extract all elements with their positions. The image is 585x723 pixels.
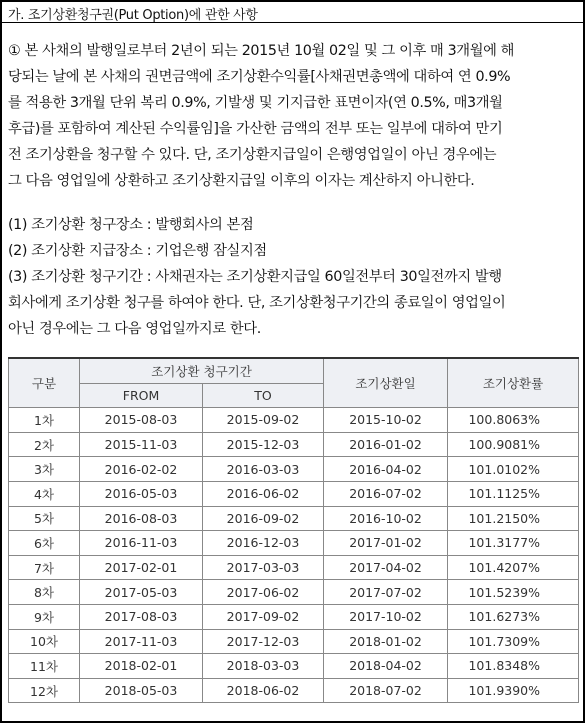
cell-round: 8차 [9, 580, 80, 605]
paragraph-line: 전 조기상환을 청구할 수 있다. 단, 조기상환지급일이 은행영업일이 아닌 경우에는 [8, 147, 497, 163]
header-to: TO [203, 383, 324, 408]
cell-from: 2016-08-03 [80, 506, 203, 531]
list-item: (1) 조기상환 청구장소 : 발행회사의 본점 [8, 217, 254, 233]
cell-round: 3차 [9, 457, 80, 482]
list-item: (2) 조기상환 지급장소 : 기업은행 잠실지점 [8, 243, 267, 259]
paragraph-line: 그 다음 영업일에 상환하고 조기상환지급일 이후의 이자는 계산하지 아니한다. [8, 173, 475, 189]
cell-round: 6차 [9, 531, 80, 556]
title-divider [2, 22, 583, 23]
cell-redemption-rate: 100.9081% [448, 432, 579, 457]
cell-from: 2015-11-03 [80, 432, 203, 457]
section-title: 가. 조기상환청구권(Put Option)에 관한 사항 [8, 8, 258, 23]
cell-from: 2016-02-02 [80, 457, 203, 482]
cell-from: 2016-05-03 [80, 481, 203, 506]
cell-to: 2015-12-03 [203, 432, 324, 457]
cell-redemption-date: 2018-07-02 [324, 678, 448, 703]
cell-from: 2018-02-01 [80, 654, 203, 679]
list-item: (3) 조기상환 청구기간 : 사채권자는 조기상환지급일 60일전부터 30일전까지 발행 [8, 269, 502, 285]
cell-redemption-date: 2017-07-02 [324, 580, 448, 605]
cell-redemption-rate: 101.8348% [448, 654, 579, 679]
table-row [9, 580, 579, 605]
cell-round: 1차 [9, 408, 80, 433]
redemption-details-list [8, 212, 578, 342]
cell-redemption-rate: 101.9390% [448, 678, 579, 703]
cell-from: 2017-05-03 [80, 580, 203, 605]
cell-from: 2018-05-03 [80, 678, 203, 703]
cell-to: 2017-12-03 [203, 629, 324, 654]
cell-round: 11차 [9, 654, 80, 679]
cell-round: 9차 [9, 604, 80, 629]
redemption-schedule-table [8, 357, 579, 703]
table-row [9, 481, 579, 506]
table-row [9, 531, 579, 556]
cell-redemption-date: 2017-10-02 [324, 604, 448, 629]
cell-redemption-date: 2016-10-02 [324, 506, 448, 531]
table-row [9, 629, 579, 654]
cell-from: 2017-11-03 [80, 629, 203, 654]
table-row [9, 408, 579, 433]
table-row [9, 457, 579, 482]
cell-redemption-rate: 101.1125% [448, 481, 579, 506]
cell-redemption-rate: 101.2150% [448, 506, 579, 531]
cell-redemption-date: 2017-04-02 [324, 555, 448, 580]
cell-from: 2016-11-03 [80, 531, 203, 556]
cell-round: 12차 [9, 678, 80, 703]
cell-redemption-date: 2016-04-02 [324, 457, 448, 482]
cell-to: 2016-09-02 [203, 506, 324, 531]
header-claim-period: 조기상환 청구기간 [80, 358, 324, 383]
cell-round: 4차 [9, 481, 80, 506]
cell-to: 2018-03-03 [203, 654, 324, 679]
table-row [9, 654, 579, 679]
cell-to: 2017-03-03 [203, 555, 324, 580]
header-redemption-date: 조기상환일 [324, 358, 448, 408]
list-item: 아닌 경우에는 그 다음 영업일까지로 한다. [8, 321, 261, 337]
cell-redemption-rate: 101.7309% [448, 629, 579, 654]
table-row [9, 604, 579, 629]
paragraph-line: ① 본 사채의 발행일로부터 2년이 되는 2015년 10월 02일 및 그 이후 매 3개월에 해 [8, 43, 515, 59]
table-row [9, 432, 579, 457]
list-item: 회사에게 조기상환 청구를 하여야 한다. 단, 조기상환청구기간의 종료일이 영업일이 [8, 295, 506, 311]
cell-redemption-rate: 101.5239% [448, 580, 579, 605]
paragraph-line: 를 적용한 3개월 단위 복리 0.9%, 기발생 및 기지급한 표면이자(연 0.5%, 매3개월 [8, 95, 503, 111]
cell-redemption-date: 2017-01-02 [324, 531, 448, 556]
cell-from: 2017-08-03 [80, 604, 203, 629]
cell-round: 10차 [9, 629, 80, 654]
header-from: FROM [80, 383, 203, 408]
table-row [9, 506, 579, 531]
paragraph-line: 당되는 날에 본 사채의 권면금액에 조기상환수익률[사채권면총액에 대하여 연 0.9% [8, 69, 511, 85]
cell-to: 2017-06-02 [203, 580, 324, 605]
cell-redemption-rate: 101.6273% [448, 604, 579, 629]
cell-to: 2018-06-02 [203, 678, 324, 703]
cell-round: 2차 [9, 432, 80, 457]
cell-redemption-date: 2016-01-02 [324, 432, 448, 457]
cell-round: 5차 [9, 506, 80, 531]
put-option-terms-paragraph [8, 38, 578, 194]
table-row [9, 555, 579, 580]
cell-to: 2016-06-02 [203, 481, 324, 506]
cell-round: 7차 [9, 555, 80, 580]
cell-from: 2017-02-01 [80, 555, 203, 580]
header-redemption-rate: 조기상환률 [448, 358, 579, 408]
cell-redemption-date: 2015-10-02 [324, 408, 448, 433]
table-row [9, 678, 579, 703]
cell-redemption-date: 2018-04-02 [324, 654, 448, 679]
cell-redemption-date: 2016-07-02 [324, 481, 448, 506]
cell-to: 2015-09-02 [203, 408, 324, 433]
cell-to: 2017-09-02 [203, 604, 324, 629]
cell-to: 2016-03-03 [203, 457, 324, 482]
cell-redemption-rate: 101.4207% [448, 555, 579, 580]
cell-from: 2015-08-03 [80, 408, 203, 433]
cell-redemption-date: 2018-01-02 [324, 629, 448, 654]
cell-to: 2016-12-03 [203, 531, 324, 556]
cell-redemption-rate: 100.8063% [448, 408, 579, 433]
paragraph-line: 후급)를 포함하여 계산된 수익률임]을 가산한 금액의 전부 또는 일부에 대하여 만기 [8, 121, 503, 137]
cell-redemption-rate: 101.0102% [448, 457, 579, 482]
cell-redemption-rate: 101.3177% [448, 531, 579, 556]
header-round: 구분 [9, 358, 80, 408]
